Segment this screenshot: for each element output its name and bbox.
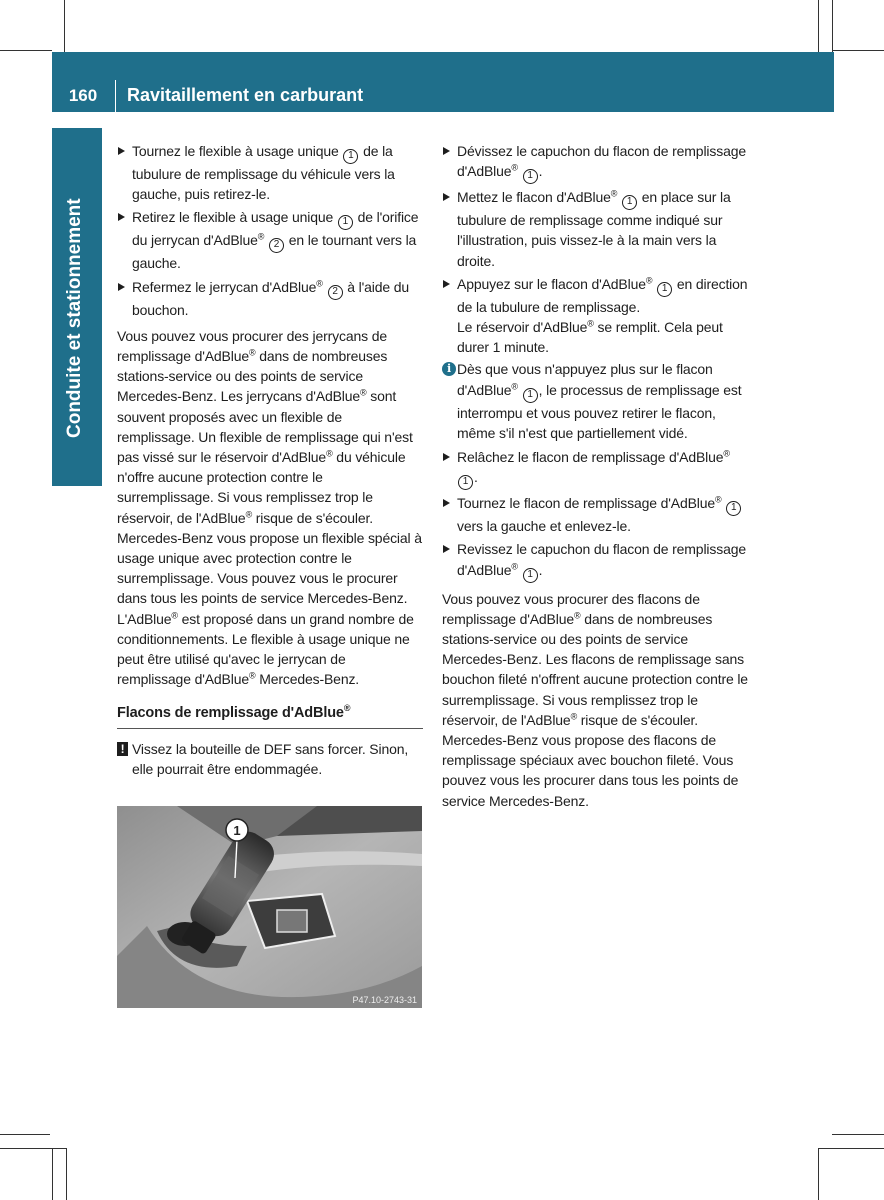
page-title: Ravitaillement en carburant xyxy=(127,85,364,105)
instruction-step: Mettez le flacon d'AdBlue® 1 en place sur la tubulure de remplissage comme indiqué sur l'illustration, puis vissez-le à la main vers la droite. xyxy=(442,187,749,271)
chapter-tab-label-wrap xyxy=(57,198,97,478)
callout-1-icon: 1 xyxy=(523,388,538,403)
crop-mark xyxy=(52,1148,53,1200)
illustration-callout-1: 1 xyxy=(233,823,241,838)
callout-1-icon: 1 xyxy=(523,169,538,184)
crop-mark xyxy=(0,1134,50,1135)
section-heading: Flacons de remplissage d'AdBlue® xyxy=(117,703,423,728)
warning-icon: ! xyxy=(117,742,128,756)
callout-1-icon: 1 xyxy=(338,215,353,230)
crop-mark xyxy=(818,0,819,52)
crop-mark xyxy=(0,1148,66,1149)
adblue-bottle-illustration xyxy=(117,806,422,1008)
bullet-arrow-icon xyxy=(443,453,450,461)
bullet-arrow-icon xyxy=(443,545,450,553)
warning-note: ! Vissez la bouteille de DEF sans forcer. Sinon, elle pourrait être endommagée. xyxy=(117,739,423,779)
info-icon: i xyxy=(442,362,456,376)
callout-1-icon: 1 xyxy=(622,195,637,210)
info-note: i Dès que vous n'appuyez plus sur le flacon d'AdBlue® 1 , le processus de remplissage est interrompu et vous pouvez retirer le flacon, même s'il n'est que partiellement vidé. xyxy=(442,359,749,443)
instruction-step: Tournez le flexible à usage unique 1 de la tubulure de remplissage du véhicule vers la gauche, puis retirez-le. xyxy=(117,141,423,204)
crop-mark xyxy=(66,1148,67,1200)
instruction-step: Refermez le jerrycan d'AdBlue® 2 à l'aide du bouchon. xyxy=(117,277,423,320)
instruction-step: Revissez le capuchon du flacon de remplissage d'AdBlue® 1 . xyxy=(442,539,749,582)
figure-code: P47.10-2743-31 xyxy=(352,995,417,1005)
step-result: Le réservoir d'AdBlue® se remplit. Cela peut durer 1 minute. xyxy=(457,318,723,356)
crop-mark xyxy=(832,1134,884,1135)
crop-mark xyxy=(818,1148,819,1200)
instruction-step: Retirez le flexible à usage unique 1 de l'orifice du jerrycan d'AdBlue® 2 en le tournant vers la gauche. xyxy=(117,207,423,273)
page-number: 160 xyxy=(68,86,98,105)
callout-1-icon: 1 xyxy=(343,149,358,164)
right-column xyxy=(442,141,749,815)
callout-2-icon: 2 xyxy=(269,238,284,253)
callout-1-icon: 1 xyxy=(523,568,538,583)
bullet-arrow-icon xyxy=(443,280,450,288)
instruction-step: Tournez le flacon de remplissage d'AdBlue® 1 vers la gauche et enlevez-le. xyxy=(442,493,749,536)
crop-mark xyxy=(832,0,833,52)
crop-mark xyxy=(64,0,65,52)
crop-mark xyxy=(0,50,52,51)
instruction-step: Dévissez le capuchon du flacon de remplissage d'AdBlue® 1 . xyxy=(442,141,749,184)
header-divider xyxy=(115,80,116,112)
body-paragraph: Vous pouvez vous procurer des flacons de remplissage d'AdBlue® dans de nombreuses stations-service ou des points de service Mercedes-Benz. Les flacons de remplissage sans bouchon fileté n'offrent aucune protection contre le surremplissage. Si vous remplissez trop le réservoir, de l'AdBlue® risque de s'écouler. Mercedes-Benz vous propose des flacons de remplissage spéciaux avec bouchon fileté. Vous pouvez vous les procurer dans tous les points de service Mercedes-Benz. xyxy=(442,590,748,809)
instruction-step: Relâchez le flacon de remplissage d'AdBlue® 1 . xyxy=(442,447,749,490)
chapter-tab-label: Conduite et stationnement xyxy=(64,198,85,438)
callout-1-icon: 1 xyxy=(657,282,672,297)
callout-1-icon: 1 xyxy=(726,501,741,516)
bullet-arrow-icon xyxy=(443,499,450,507)
illustration-drawing xyxy=(117,806,422,1008)
body-paragraph: Vous pouvez vous procurer des jerrycans de remplissage d'AdBlue® dans de nombreuses stations-service ou des points de service Mercedes-Benz. Les jerrycans d'AdBlue® sont souvent proposés avec un flexible de remplissage. Un flexible de remplissage qui n'est pas vissé sur le réservoir d'AdBlue® du véhicule n'offre aucune protection contre le surremplissage. Si vous remplissez trop le réservoir, de l'AdBlue® risque de s'écouler. Mercedes-Benz vous propose un flexible spécial à usage unique avec protection contre le surremplissage. Vous pouvez vous le procurer dans tous les points de service Mercedes-Benz. L'AdBlue® est proposé dans un grand nombre de conditionnements. Le flexible à usage unique ne peut être utilisé qu'avec le jerrycan de remplissage d'AdBlue® Mercedes-Benz. xyxy=(117,327,422,688)
bullet-arrow-icon xyxy=(118,147,125,155)
callout-2-icon: 2 xyxy=(328,285,343,300)
bullet-arrow-icon xyxy=(443,193,450,201)
crop-mark xyxy=(818,1148,884,1149)
bullet-arrow-icon xyxy=(118,283,125,291)
bullet-arrow-icon xyxy=(118,213,125,221)
crop-mark xyxy=(832,50,884,51)
bullet-arrow-icon xyxy=(443,147,450,155)
instruction-step: Appuyez sur le flacon d'AdBlue® 1 en direction de la tubulure de remplissage. xyxy=(442,274,749,317)
callout-1-icon: 1 xyxy=(458,475,473,490)
left-column xyxy=(117,141,423,791)
